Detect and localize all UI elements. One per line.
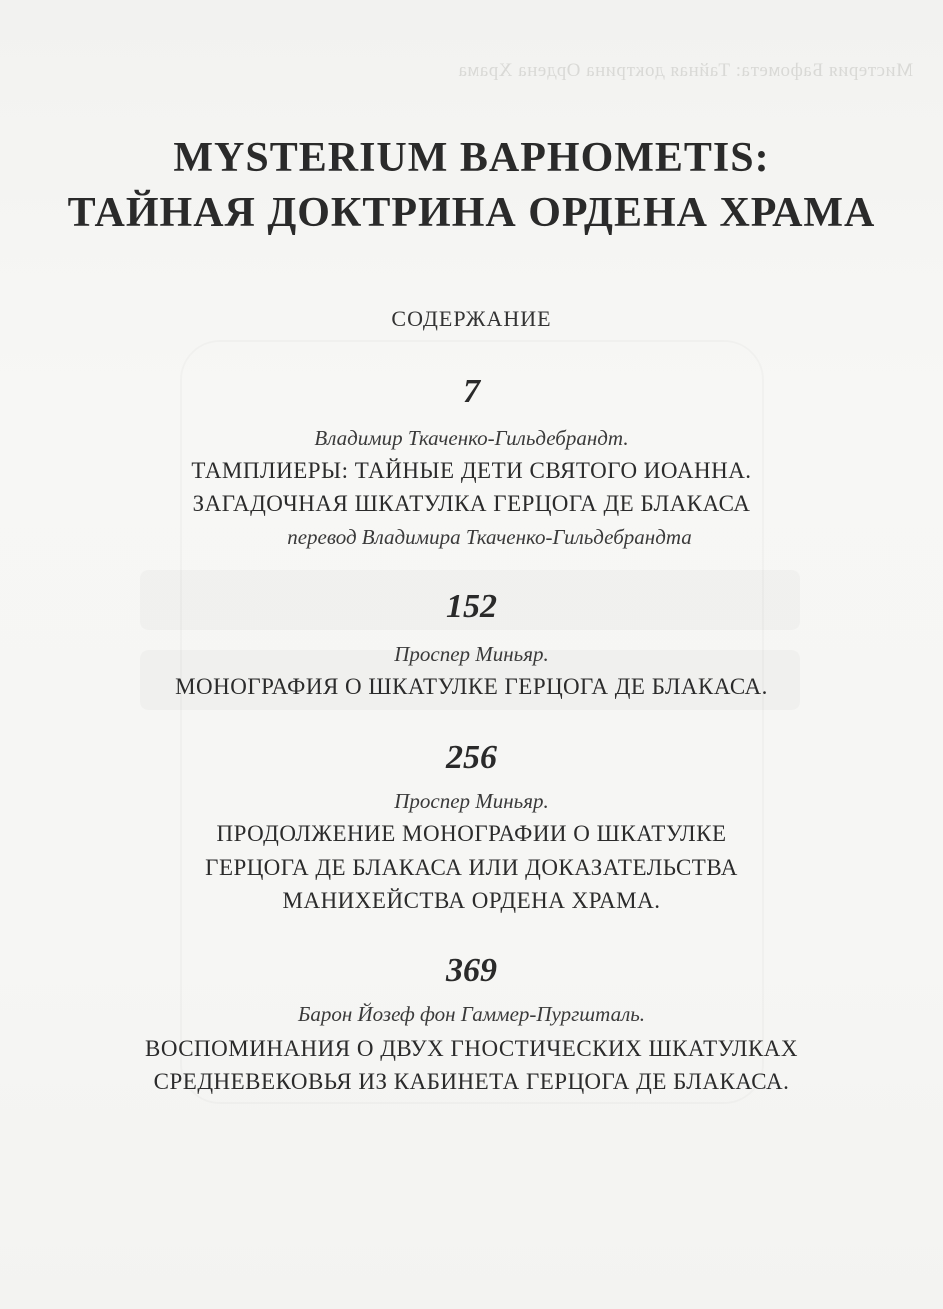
entry-heading-line: ТАМПЛИЕРЫ: ТАЙНЫЕ ДЕТИ СВЯТОГО ИОАННА. <box>191 458 752 483</box>
entry-heading-line: МАНИХЕЙСТВА ОРДЕНА ХРАМА. <box>282 888 661 913</box>
bleed-through-header: Мистерия Бафомета: Тайная доктрина Ордена Храма <box>457 60 913 81</box>
entry-heading-line: СРЕДНЕВЕКОВЬЯ ИЗ КАБИНЕТА ГЕРЦОГА ДЕ БЛАКАСА. <box>153 1069 790 1094</box>
entry-translator: перевод Владимира Ткаченко-Гильдебрандта <box>287 525 692 549</box>
entry-page-number: 7 <box>463 373 480 410</box>
entry-author: Барон Йозеф фон Гаммер-Пургшталь. <box>297 1002 646 1026</box>
entry-heading-line: ЗАГАДОЧНАЯ ШКАТУЛКА ГЕРЦОГА ДЕ БЛАКАСА <box>192 491 751 516</box>
book-title-line-2: ТАЙНАЯ ДОКТРИНА ОРДЕНА ХРАМА <box>67 190 876 236</box>
entry-page-number: 369 <box>446 952 497 989</box>
entry-heading-line: ГЕРЦОГА ДЕ БЛАКАСА ИЛИ ДОКАЗАТЕЛЬСТВА <box>205 855 738 880</box>
entry-heading-line: МОНОГРАФИЯ О ШКАТУЛКЕ ГЕРЦОГА ДЕ БЛАКАСА. <box>175 674 768 699</box>
entry-heading-line: ВОСПОМИНАНИЯ О ДВУХ ГНОСТИЧЕСКИХ ШКАТУЛКАХ <box>144 1036 799 1061</box>
entry-author: Владимир Ткаченко-Гильдебрандт. <box>314 426 629 450</box>
book-title-line-1: MYSTERIUM BAPHOMETIS: <box>173 135 770 181</box>
entry-author: Проспер Миньяр. <box>394 789 549 813</box>
entry-page-number: 152 <box>446 588 497 625</box>
entry-heading-line: ПРОДОЛЖЕНИЕ МОНОГРАФИИ О ШКАТУЛКЕ <box>216 821 727 846</box>
entry-author: Проспер Миньяр. <box>394 642 549 666</box>
entry-page-number: 256 <box>446 739 497 776</box>
contents-label: СОДЕРЖАНИЕ <box>391 306 552 331</box>
